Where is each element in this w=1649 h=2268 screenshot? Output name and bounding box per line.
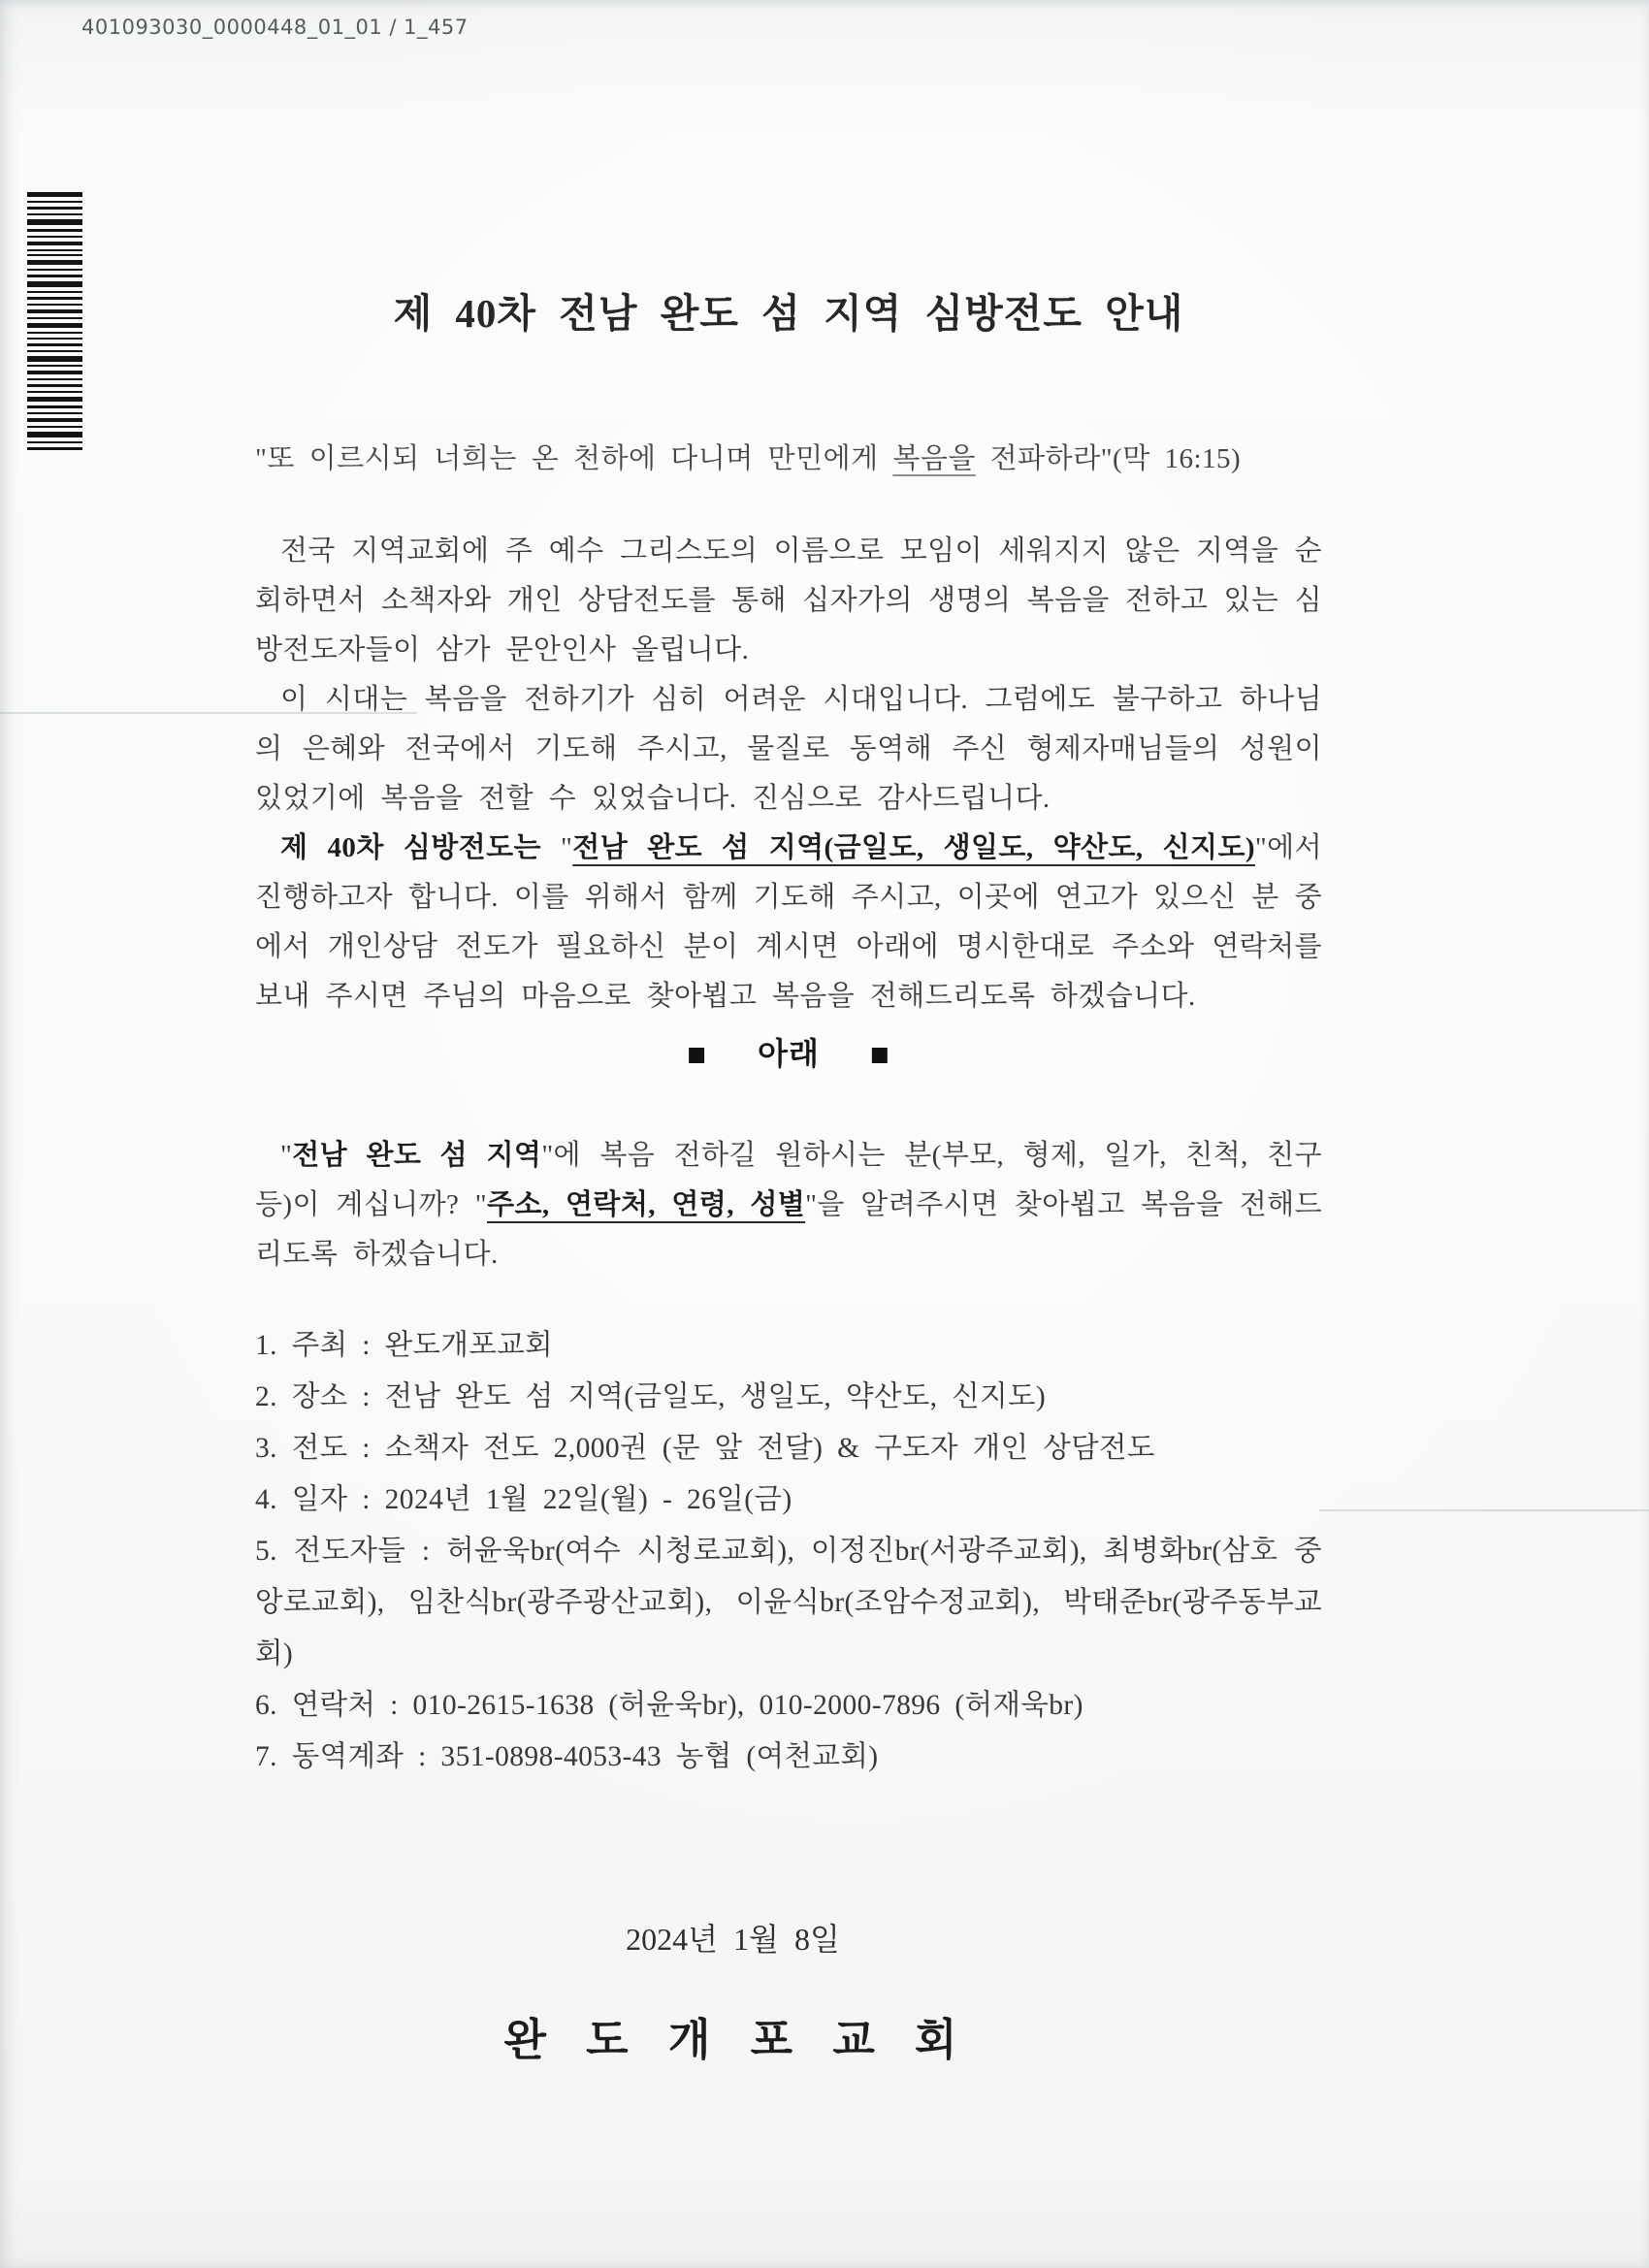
list-item: 5. 전도자들 : 허윤욱br(여수 시청로교회), 이정진br(서광주교회), 최병화br(삼호 중앙로교회), 임찬식br(광주광산교회), 이윤식br(조암수정교회), 박태준br(광주동부교회) — [255, 1536, 1322, 1669]
paragraph-4-middle: "에 복음 전하길 원하시는 분(부모, 형제, 일가, 친척, 친구 등)이 계십니까? " — [255, 1140, 1322, 1220]
verse-prefix: "또 이르시되 너희는 온 천하에 다니며 만민에게 — [255, 443, 893, 474]
verse-underlined-word: 복음을 — [892, 443, 976, 474]
list-item: 6. 연락처 : 010-2615-1638 (허윤욱br), 010-2000-7896 (허재욱br) — [255, 1690, 1083, 1721]
list-item: 1. 주최 : 완도개포교회 — [255, 1330, 554, 1361]
divider-label: 아래 — [758, 1036, 820, 1071]
verse-suffix: 전파하라"(막 16:15) — [975, 443, 1242, 474]
square-bullet-icon: ■ — [869, 1038, 890, 1073]
barcode-icon — [27, 192, 82, 450]
church-name: 완 도 개 포 교 회 — [503, 2016, 962, 2064]
intro-paragraphs — [255, 527, 1322, 1021]
list-item: 7. 동역계좌 : 351-0898-4053-43 농협 (여천교회) — [255, 1741, 879, 1772]
list-item: 2. 장소 : 전남 완도 섬 지역(금일도, 생일도, 약산도, 신지도) — [255, 1381, 1047, 1412]
paper-crease — [1319, 1509, 1649, 1511]
square-bullet-icon: ■ — [687, 1038, 708, 1073]
section-divider — [255, 1031, 1322, 1077]
paragraph-2: 이 시대는 복음을 전하기가 심히 어려운 시대입니다. 그럼에도 불구하고 하나님의 은혜와 전국에서 기도해 주시고, 물질로 동역해 주신 형제자매님들의 성원이 있었기에 복음을 전할 수 있었습니다. 진심으로 감사드립니다. — [255, 684, 1322, 814]
paragraph-3 — [255, 824, 1322, 1021]
document-footer — [255, 1915, 1211, 2067]
document-body — [255, 0, 1322, 2067]
issue-date: 2024년 1월 8일 — [626, 1922, 840, 1957]
request-paragraph-wrap — [255, 1131, 1322, 1280]
paragraph-4-open-quote: " — [280, 1140, 293, 1171]
paragraph-1: 전국 지역교회에 주 예수 그리스도의 이름으로 모임이 세워지지 않은 지역을 순회하면서 소책자와 개인 상담전도를 통해 십자가의 생명의 복음을 전하고 있는 심방전도자들이 삼가 문안인사 올립니다. — [255, 535, 1322, 665]
list-item: 4. 일자 : 2024년 1월 22일(월) - 26일(금) — [255, 1484, 792, 1515]
paragraph-4 — [255, 1131, 1322, 1280]
paragraph-3-bold-lead: 제 40차 심방전도는 — [280, 832, 541, 863]
paragraph-3-region-highlight: 전남 완도 섬 지역(금일도, 생일도, 약산도, 신지도) — [572, 832, 1255, 863]
paragraph-4-bold-underline: 주소, 연락처, 연령, 성별 — [487, 1189, 806, 1220]
paragraph-3-open-quote: " — [540, 832, 573, 863]
scan-reference-number: 401093030_0000448_01_01 / 1_457 — [81, 16, 469, 39]
scripture-verse — [255, 441, 1322, 476]
paragraph-4-tail: "을 알려주시면 찾아뵙고 복음을 전해드리도록 하겠습니다. — [255, 1189, 1322, 1270]
list-item: 3. 전도 : 소책자 전도 2,000권 (문 앞 전달) & 구도자 개인 상담전도 — [255, 1433, 1155, 1464]
paragraph-3-rest: "에서 진행하고자 합니다. 이를 위해서 함께 기도해 주시고, 이곳에 연고가 있으신 분 중에서 개인상담 전도가 필요하신 분이 계시면 아래에 명시한대로 주소와 연락처를 보내 주시면 주님의 마음으로 찾아뵙고 복음을 전해드리도록 하겠습니다. — [255, 832, 1322, 1012]
details-numbered-list — [255, 1320, 1322, 1783]
document-title: 제 40차 전남 완도 섬 지역 심방전도 안내 — [393, 291, 1184, 336]
paragraph-4-bold-region: 전남 완도 섬 지역 — [292, 1140, 542, 1171]
